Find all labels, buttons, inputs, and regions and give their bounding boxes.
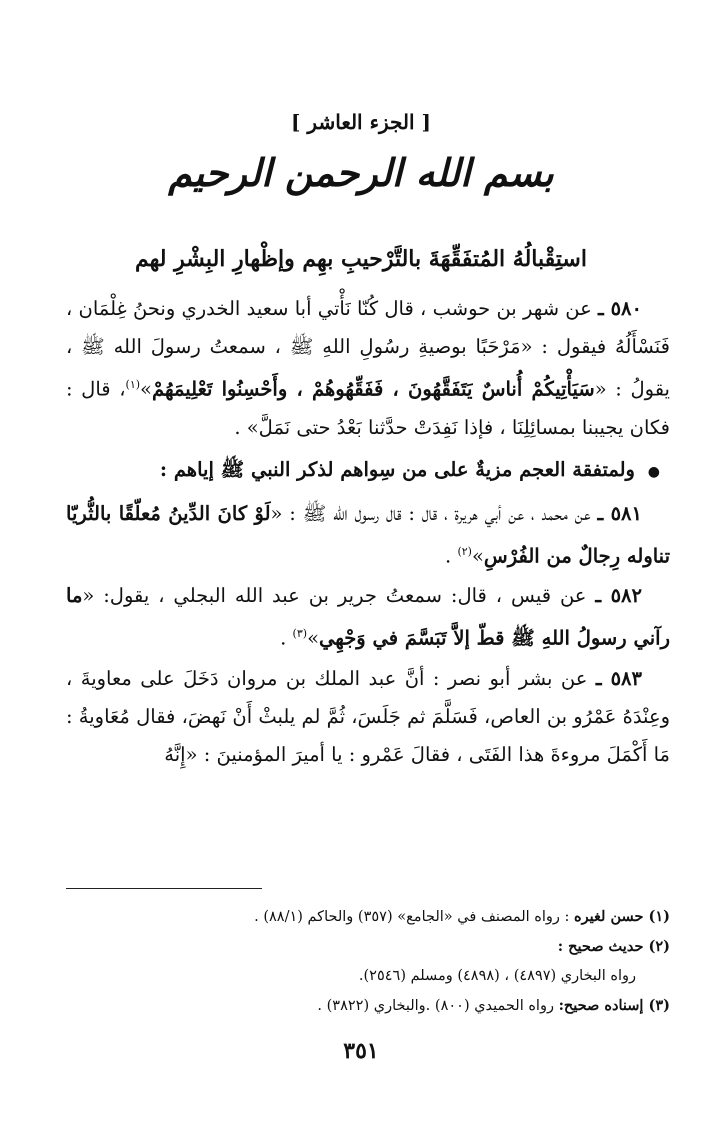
hadith-text: عن قيس ، قال: سمعتُ جرير بن عبد الله البجلي ، يقول: « [82,584,587,607]
hadith-number: ٥٨١ ـ [597,501,642,525]
footnote-ref-2[interactable]: (٢) [457,544,472,558]
footnote-label: (١) حسن لغيره [574,908,670,925]
prophetic-saying: ما رآني رسولُ اللهِ ﷺ قطّ إلاَّ تَبَسَّمَ في وَجْهِي [66,584,670,650]
hadith-number: ٥٨٠ ـ [598,297,642,320]
main-text [66,290,670,776]
hadith-text: عن شهر بن حوشب ، قال كُنّا نَأْتي أبا سعيد الخدري ونحنُ غِلْمَان ، فَنَسْأَلُهُ فيقول : «مَرْحَبًا بوصيةِ رسُولِ اللهِ ﷺ ، سمعتُ رسولَ الله ﷺ ، يقولُ : « [66,297,670,401]
hadith-581 [66,495,670,576]
footnote-2-text: رواه البخاري (٤٨٩٧) ، (٤٨٩٨) ومسلم (٢٥٤٦). [358,968,636,984]
bullet-icon: ● [647,463,660,480]
footnote-3 [66,991,670,1021]
hadith-text: عن محمد ، عن أبي هريرة ، قال : قال رسول الله ﷺ : « [270,501,591,525]
hadith-text-end: ، قال : فكان يجيبنا بمسائِلِنَا ، فإذا نَفِدَتْ حدَّثنا بَعْدُ حتى نَمَلَّ» . [66,377,670,439]
prophetic-saying: سَيَأْتِيكُمْ أُناسٌ يَتَفَقَّهُونَ ، فَفَقِّهُوهُمْ ، وأَحْسِنُوا تَعْلِيمَهُمْ [151,377,595,401]
footnote-label: (٣) إسناده صحيح: [558,997,670,1014]
hadith-583 [66,660,670,774]
hadith-582 [66,577,670,658]
footnote-1 [66,902,670,932]
basmala-calligraphy: بسم الله الرحمن الرحيم [168,150,554,195]
hadith-580 [66,290,670,447]
footnote-separator [66,888,262,889]
hadith-text: عن بشر أبو نصر : أنَّ عبد الملك بن مروان دَخَلَ على معاويةَ ، وعِنْدَهُ عَمْرُو بن العاص، فَسَلَّمَ ثم جَلَسَ، ثُمَّ لم يلبثْ أَنْ نَهضَ، فقال مُعَاويةُ : مَا أَكْمَلَ مروءةَ هذا الفَتَى ، فقالَ عَمْرو : يا أميرَ المؤمنينَ : «إِنَّهُ [66,666,670,766]
quote-close: » [471,544,484,567]
footnote-2 [66,932,670,962]
part-header: [ الجزء العاشر ] [291,110,431,134]
hadith-text-end: . [280,626,293,650]
hadith-number: ٥٨٣ ـ [595,666,642,690]
page-number: ٣٥١ [343,1038,379,1064]
quote-close: » [307,626,319,650]
prophetic-saying: لَوْ كانَ الدِّينُ مُعلّقًا بالثُّريّا تناوله رِجالٌ من الفُرْسِ [66,501,670,567]
chapter-title: استِقْبالُهُ المُتفَقِّهَةَ بالتَّرْحيبِ بهِم وإظْهارِ البِشْرِ لهم [135,246,587,272]
footnote-text: رواه الحميدي (٨٠٠) .والبخاري (٣٨٢٢) . [317,998,554,1014]
quote-close: » [140,377,152,401]
topic-note [66,451,670,491]
footnotes [66,902,670,1021]
footnote-ref-1[interactable]: (١) [125,378,141,391]
topic-text: ولمتفقة العجم مزيةٌ على من سِواهم لذكر النبي ﷺ إياهم : [159,457,635,481]
hadith-number: ٥٨٢ ـ [595,584,642,607]
footnote-text: : رواه المصنف في «الجامع» (٣٥٧) والحاكم (٨٨/١) . [254,909,570,925]
footnote-label: (٢) حديث صحيح : [557,938,670,955]
hadith-text-end: . [445,544,458,567]
footnote-ref-3[interactable]: (٣) [292,627,308,640]
